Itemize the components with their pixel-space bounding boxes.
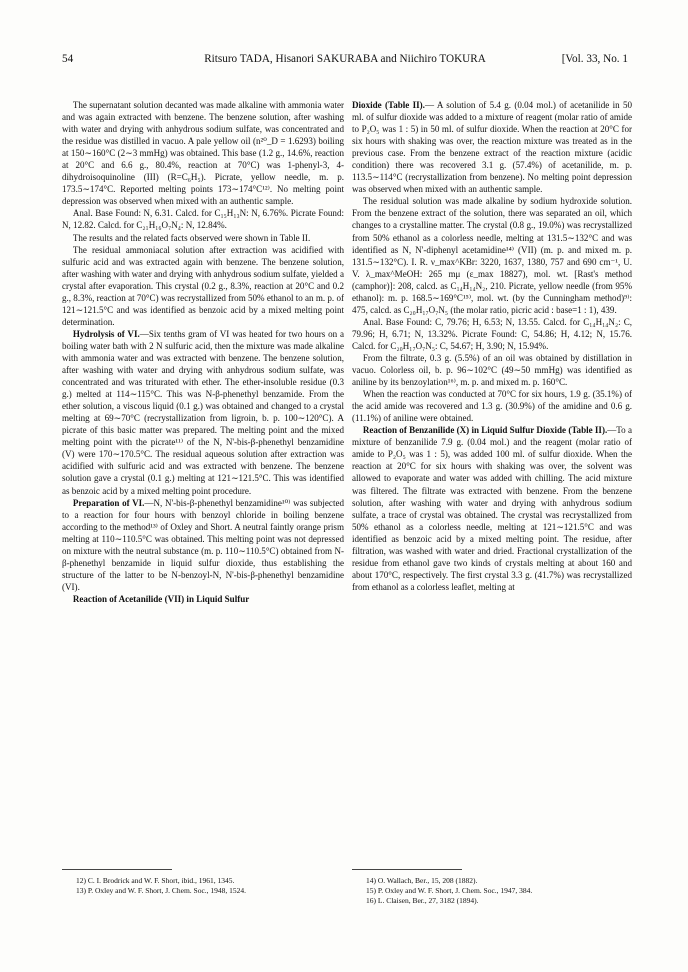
paragraph-text: When the reaction was conducted at 70°C for six hours, 1.9 g. (35.1%) of the acid amide was recovered and 1.3 g. (30.9%) of the amidine and 0.6 g. (11.1%) of aniline were obtained. bbox=[352, 389, 632, 424]
footnote-rule-right bbox=[352, 869, 462, 870]
paragraph bbox=[62, 207, 344, 231]
paragraph bbox=[352, 316, 632, 352]
paragraph-text: The results and the related facts observed were shown in Table II. bbox=[72, 232, 311, 243]
paragraph bbox=[62, 244, 344, 328]
footnotes-left bbox=[76, 876, 348, 896]
paragraph bbox=[352, 388, 632, 424]
run-in-heading: Reaction of Benzanilide (X) in Liquid Sulfur Dioxide (Table II). bbox=[362, 425, 608, 436]
footnote: 12) C. I. Brodrick and W. F. Short, ibid., 1961, 1345. bbox=[76, 876, 235, 885]
page-number: 54 bbox=[62, 53, 74, 65]
run-in-heading: Preparation of VI. bbox=[72, 497, 145, 508]
volume-info: [Vol. 33, No. 1 bbox=[561, 53, 628, 65]
footnote: 14) O. Wallach, Ber., 15, 208 (1882). bbox=[366, 876, 478, 885]
footnote: 16) L. Claisen, Ber., 27, 3182 (1894). bbox=[366, 896, 479, 905]
paragraph bbox=[62, 232, 344, 244]
paragraph bbox=[352, 352, 632, 388]
paragraph-text: Anal. Base Found: C, 79.76; H, 6.53; N, 13.55. Calcd. for C₁₄H₁₄N₂: C, 79.96; H, 6.71; N, 13.32%. Picrate Found: C, 54.86; H, 4.12; N, 15.76. Calcd. for C₂₀H₁₇O₇N₅: C, 54.67; H, 3.90; N, 15.94%. bbox=[352, 316, 632, 351]
paragraph bbox=[352, 424, 632, 593]
paragraph-text: The supernatant solution decanted was made alkaline with ammonia water and was again extracted with benzene. The benzene solution, after washing with water and drying with anhydrous sodium sulfate, was concentrated and the residue was distilled in vacuo. A pale yellow oil (n²⁰_D = 1.6293) boiling at 150∼160°C (2∼3 mmHg) was obtained. This base (1.2 g., 14.6%, reaction at 20°C and 6.6 g., 80.4%, reaction at 70°C) was 1-phenyl-3, 4-dihydroisoquinoline (III) (R=C₆H₅). Picrate, yellow needle, m. p. 173.5∼174°C. Reported melting points 173∼174°C¹²⁾. No melting point depression was observed when mixed with an authentic sample. bbox=[62, 100, 344, 207]
footnotes-right bbox=[366, 876, 628, 906]
running-authors: Ritsuro TADA, Hisanori SAKURABA and Niichiro TOKURA bbox=[204, 53, 486, 65]
paragraph-text: — A solution of 5.4 g. (0.04 mol.) of acetanilide in 50 ml. of sulfur dioxide was added to a mixture of reagent (molar ratio of amide to P₂O₅ was 1 : 5) in 50 ml. of sulfur dioxide. When the reaction at 20°C for six hours with shaking was over, the reaction mixture was treated as in the previous case. From the benzene extract of the reaction mixture (acidic condition) there was recovered 3.1 g. (57.4%) of acetanilide, m. p. 113.5∼114°C (recrystallization from benzene). No melting point depression was observed when mixed with an authentic sample. bbox=[352, 100, 632, 195]
paragraph-text: The residual solution was made alkaline by sodium hydroxide solution. From the benzene extract of the solution, there was separated an oil, which changes to a crystalline matter. The crystal (0.8 g., 19.0%) was recrystallized from 50% ethanol as a colorless needle, melting at 131.5∼132°C and was identified as N, N'-diphenyl acetamidine¹⁴⁾ (VII) (m. p. and mixed m. p. 131.5∼132°C). I. R. ν_max^KBr: 3220, 1637, 1380, 757 and 690 cm⁻¹, U. V. λ_max^MeOH: 265 mμ (ε_max 18827), mol. wt. [Rast's method (camphor)]: 208, calcd. as C₁₄H₁₄N₂, 210. Picrate, yellow needle (from 95% ethanol): m. p. 168.5∼169°C¹⁵⁾, mol. wt. (by the Cunningham method)⁹⁾: 475, calcd. as C₂₀H₁₇O₇N₅ (the molar ratio, picric acid : base=1 : 1), 439. bbox=[352, 196, 632, 315]
paragraph bbox=[352, 195, 632, 315]
paragraph bbox=[62, 328, 344, 497]
paragraph-text: The residual ammoniacal solution after extraction was acidified with sulfuric acid and was extracted again with benzene. The benzene solution, after washing with water and drying with anhydrous sodium sulfate, yielded a crystal after evaporation. This crystal (0.2 g., 8.3%, reaction at 20°C and 0.2 g., 8.3%, reaction at 70°C) was recrystallized from 50% ethanol to an m. p. of 121∼121.5°C and was identified as benzoic acid by a mixed melting point determination. bbox=[62, 244, 344, 327]
paragraph bbox=[352, 99, 632, 195]
footnote-rule-left bbox=[62, 869, 172, 870]
running-header bbox=[62, 53, 628, 69]
run-in-heading: Reaction of Acetanilide (VII) in Liquid Sulfur bbox=[72, 593, 250, 604]
footnote: 15) P. Oxley and W. F. Short, J. Chem. Soc., 1947, 384. bbox=[366, 886, 533, 895]
paragraph-text: —To a mixture of benzanilide 7.9 g. (0.04 mol.) and the reagent (molar ratio of amide to P₂O₅ was 1 : 5), was added 100 ml. of sulfur dioxide. When the reaction at 20°C for six hours with shaking was over, the solvent was allowed to evaporate and water was added with chilling. The acid mixture was filtered. The filtrate was extracted with benzene. From the benzene solution, after washing with water and drying with anhydrous sodium sulfate, a trace of crystal was obtained. The crystal was recrystallized from 50% ethanol as a colorless needle, melting at 121∼121.5°C and was identified as benzoic acid by a mixed melting point. The residue, after filtration, was washed with water and dried. Fractional crystallization of the residue from ethanol gave two kinds of crystals melting at about 160 and about 170°C, respectively. The first crystal 3.3 g. (41.7%) was recrystallized from ethanol as a colorless leaflet, melting at bbox=[352, 425, 632, 592]
paragraph-text: —N, N'-bis-β-phenethyl benzamidine¹⁰⁾ was subjected to a reaction for four hours with benzoyl chloride in boiling benzene according to the method¹³⁾ of Oxley and Short. A neutral faintly orange prism melting at 110∼110.5°C was obtained. This melting point was not depressed on mixture with the neutral substance (m. p. 110∼110.5°C) obtained from N-β-phenethyl benzamide in liquid sulfur dioxide, thus establishing the structure of the latter to be N-benzoyl-N, N'-bis-β-phenethyl benzamidine (VI). bbox=[62, 497, 344, 592]
paragraph-text: From the filtrate, 0.3 g. (5.5%) of an oil was obtained by distillation in vacuo. Colorless oil, b. p. 96∼102°C (49∼50 mmHg) was identified as aniline by its benzoylation¹⁶⁾, m. p. and mixed m. p. 160°C. bbox=[352, 352, 632, 388]
run-in-heading: Hydrolysis of VI. bbox=[72, 328, 140, 339]
paragraph-text: Anal. Base Found: N, 6.31. Calcd. for C₁₅H₁₃N: N, 6.76%. Picrate Found: N, 12.82. Calcd. for C₂₁H₁₆O₇N₄: N, 12.84%. bbox=[62, 208, 344, 231]
right-column bbox=[352, 99, 632, 593]
paragraph bbox=[62, 593, 344, 605]
paragraph-text: —Six tenths gram of VI was heated for two hours on a boiling water bath with 2 N sulfuric acid, then the mixture was made alkaline with ammonia water and was extracted with benzene. The benzene solution, after washing with water and drying with anhydrous sodium sulfate, was concentrated and was triturated with ether. The ether-insoluble residue (0.3 g.) melted at 114∼115°C. This was N-β-phenethyl benzamide. From the ether solution, a viscous liquid (0.1 g.) was obtained and changed to a crystal melting at 69∼70°C (recrystallization from ligroin, b. p. 100∼120°C). A picrate of this basic matter was prepared. The melting point and the mixed melting point with the picrate¹¹⁾ of the N, N'-bis-β-phenethyl benzamidine (V) were 170∼170.5°C. The residual aqueous solution after extraction was acidified with sulfuric acid and was extracted with benzene. The benzene solution gave a crystal (0.1 g.) melting at 121∼121.5°C. This was identified as benzoic acid by a mixed melting point procedure. bbox=[62, 328, 344, 496]
left-column bbox=[62, 99, 344, 605]
run-in-heading: Dioxide (Table II). bbox=[352, 100, 425, 110]
paragraph bbox=[62, 497, 344, 593]
paragraph bbox=[62, 99, 344, 207]
footnote: 13) P. Oxley and W. F. Short, J. Chem. Soc., 1948, 1524. bbox=[76, 886, 247, 895]
